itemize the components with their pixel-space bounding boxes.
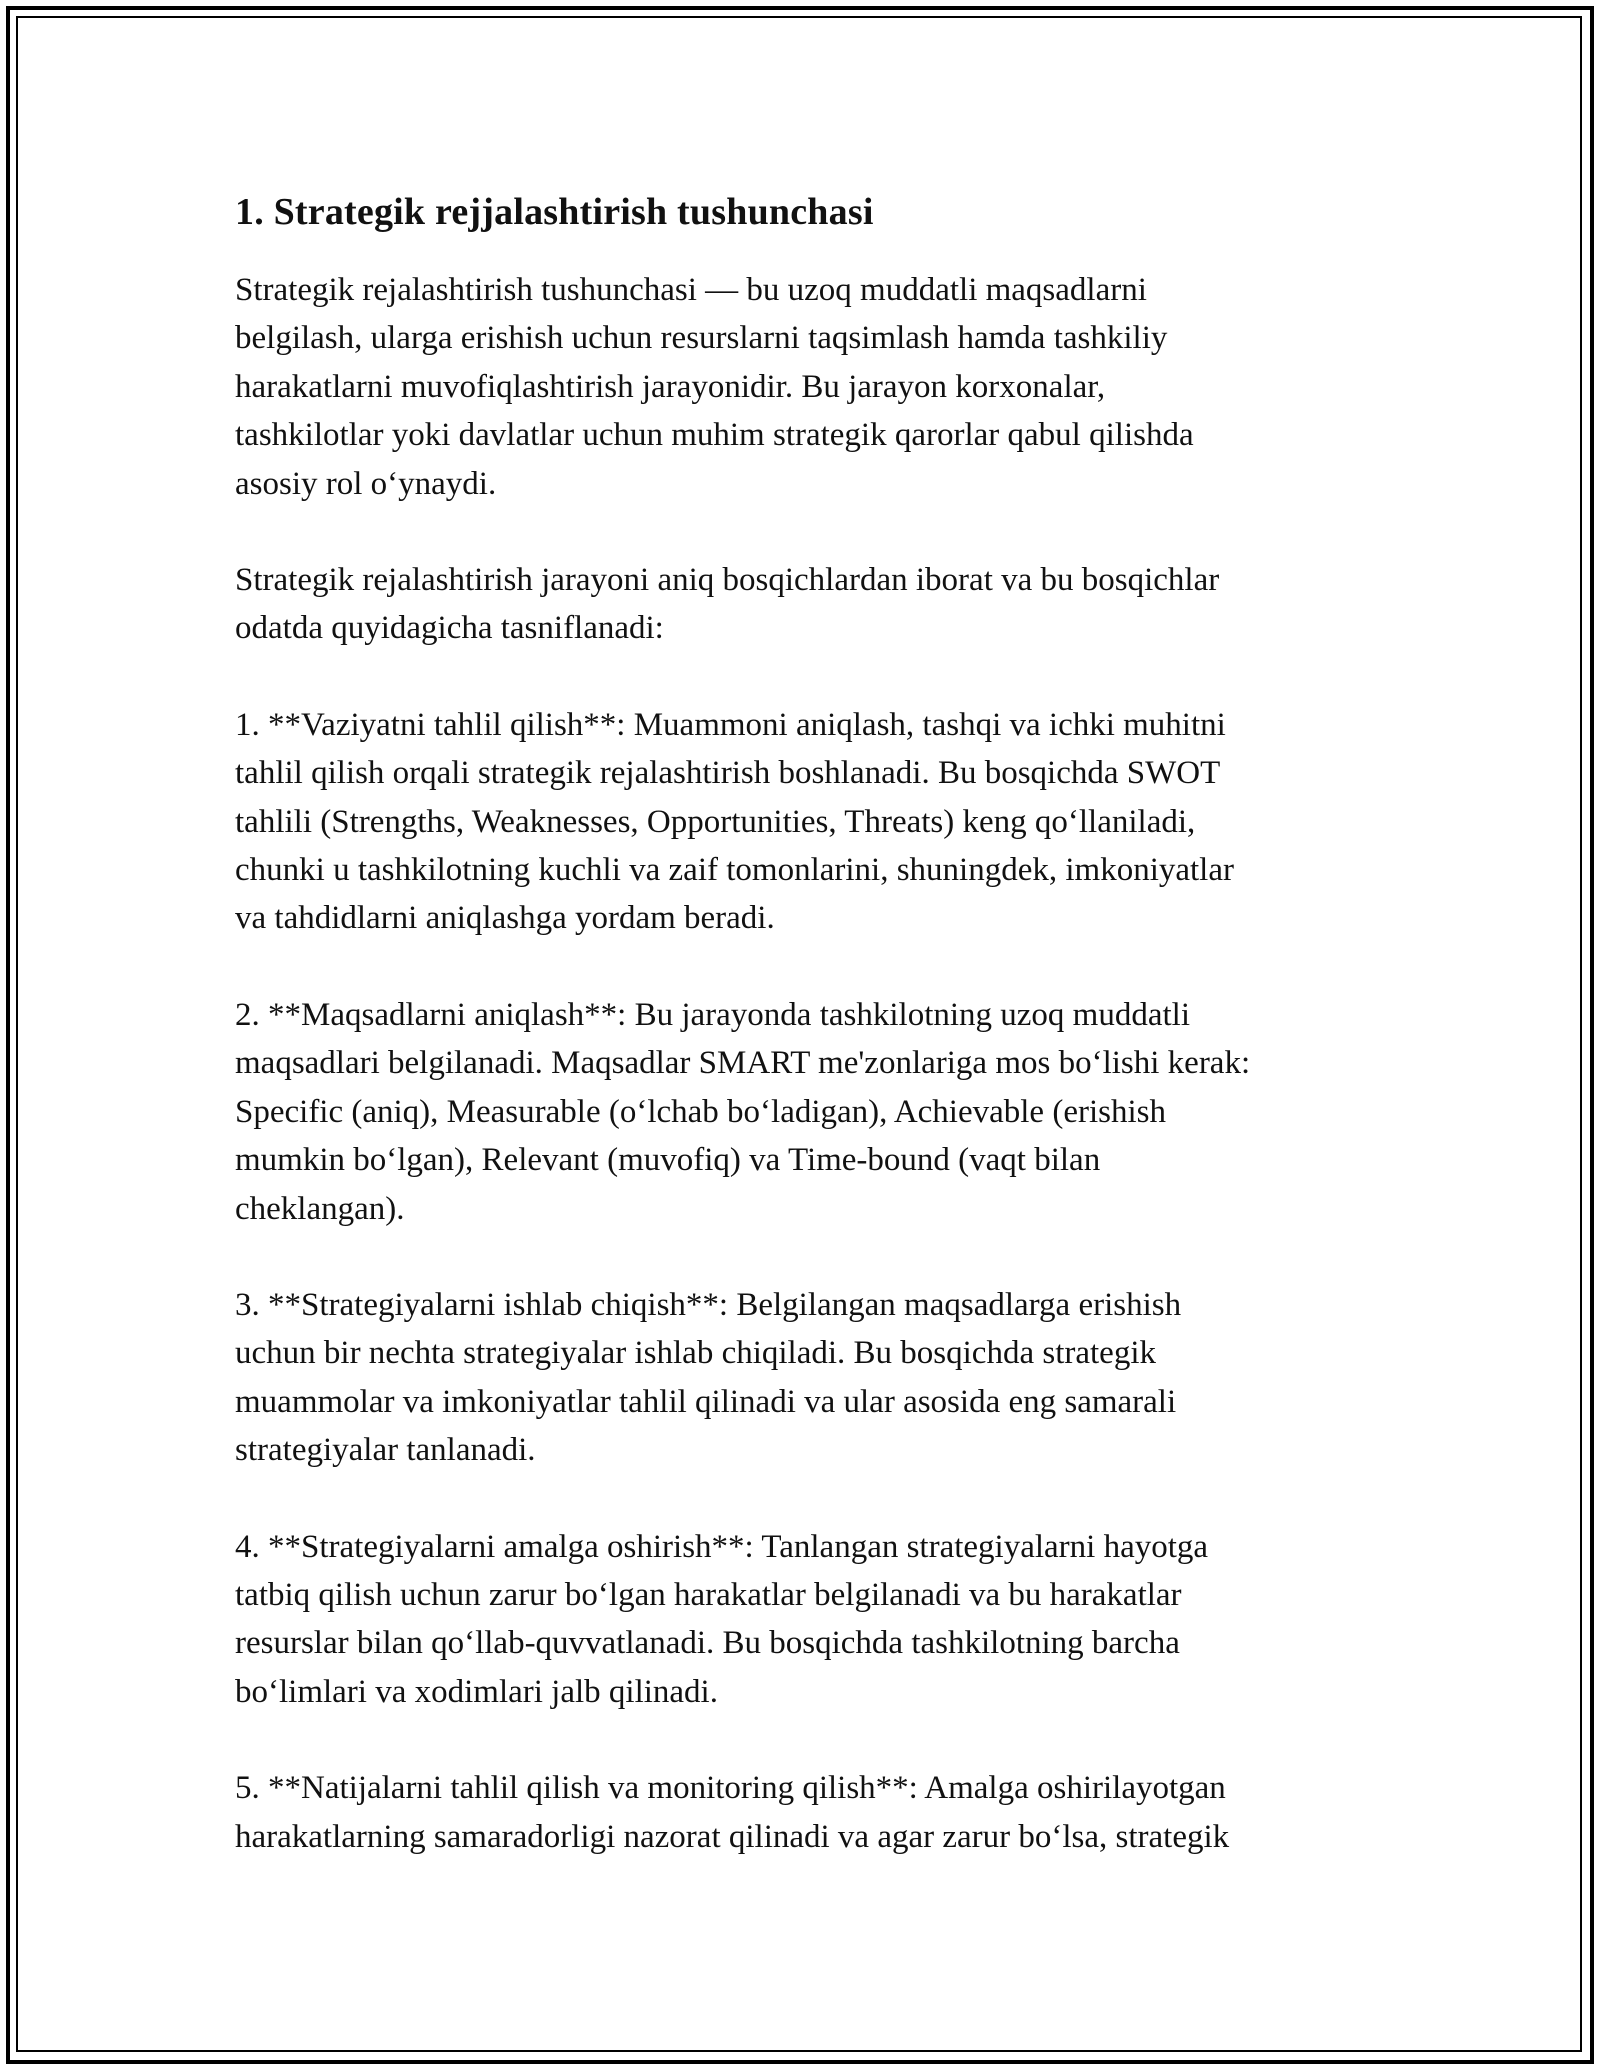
paragraph-line: 4. **Strategiyalarni amalga oshirish**: Tanlangan strategiyalarni hayotga [235, 1528, 1209, 1565]
paragraph-line: tahlili (Strengths, Weaknesses, Opportunities, Threats) keng qo‘llaniladi, [235, 803, 1196, 840]
paragraph-line: resurslar bilan qo‘llab-quvvatlanadi. Bu bosqichda tashkilotning barcha [235, 1625, 1180, 1662]
paragraph-line: cheklangan). [235, 1190, 405, 1227]
paragraph-line: belgilash, ularga erishish uchun resurslarni taqsimlash hamda tashkiliy [235, 320, 1168, 357]
paragraph-stage-1 [235, 701, 1385, 943]
paragraph-line: 3. **Strategiyalarni ishlab chiqish**: Belgilangan maqsadlarga erishish [235, 1286, 1182, 1323]
paragraph-line: harakatlarni muvofiqlashtirish jarayonidir. Bu jarayon korxonalar, [235, 368, 1106, 405]
paragraph-line: 5. **Natijalarni tahlil qilish va monitoring qilish**: Amalga oshirilayotgan [235, 1770, 1226, 1807]
paragraph-line: maqsadlari belgilanadi. Maqsadlar SMART me'zonlariga mos bo‘lishi kerak: [235, 1045, 1251, 1082]
paragraph-line: Specific (aniq), Measurable (o‘lchab bo‘ladigan), Achievable (erishish [235, 1093, 1166, 1130]
paragraph-line: muammolar va imkoniyatlar tahlil qilinadi va ular asosida eng samarali [235, 1383, 1177, 1420]
paragraph-line: harakatlarning samaradorligi nazorat qilinadi va agar zarur bo‘lsa, strategik [235, 1818, 1230, 1855]
paragraph-line: tahlil qilish orqali strategik rejalashtirish boshlanadi. Bu bosqichda SWOT [235, 755, 1221, 792]
paragraph-line: odatda quyidagicha tasniflanadi: [235, 610, 664, 647]
paragraph-stage-4 [235, 1523, 1385, 1717]
paragraph-line: tatbiq qilish uchun zarur bo‘lgan harakatlar belgilanadi va bu harakatlar [235, 1576, 1182, 1613]
paragraph-stage-5 [235, 1764, 1385, 1861]
paragraph-stage-2 [235, 991, 1385, 1233]
paragraph-line: chunki u tashkilotning kuchli va zaif tomonlarini, shuningdek, imkoniyatlar [235, 852, 1234, 889]
paragraph-line: 1. **Vaziyatni tahlil qilish**: Muammoni aniqlash, tashqi va ichki muhitni [235, 706, 1226, 743]
paragraph-line: mumkin bo‘lgan), Relevant (muvofiq) va Time-bound (vaqt bilan [235, 1142, 1101, 1179]
paragraph-line: Strategik rejalashtirish jarayoni aniq bosqichlardan iborat va bu bosqichlar [235, 562, 1220, 599]
paragraph-line: asosiy rol o‘ynaydi. [235, 465, 497, 502]
paragraph-line: va tahdidlarni aniqlashga yordam beradi. [235, 900, 775, 937]
paragraph-line: tashkilotlar yoki davlatlar uchun muhim strategik qarorlar qabul qilishda [235, 417, 1194, 454]
paragraph-line: Strategik rejalashtirish tushunchasi — bu uzoq muddatli maqsadlarni [235, 272, 1147, 308]
paragraph-stages-intro [235, 556, 1385, 653]
paragraph-line: uchun bir nechta strategiyalar ishlab chiqiladi. Bu bosqichda strategik [235, 1335, 1156, 1372]
paragraph-stage-3 [235, 1281, 1385, 1475]
section-title: 1. Strategik rejjalashtirish tushunchasi [235, 191, 874, 233]
paragraph-line: strategiyalar tanlanadi. [235, 1432, 536, 1469]
paragraph-line: 2. **Maqsadlarni aniqlash**: Bu jarayonda tashkilotning uzoq muddatli [235, 996, 1191, 1033]
document-body [235, 186, 1385, 1909]
paragraph-line: bo‘limlari va xodimlari jalb qilinadi. [235, 1673, 718, 1710]
paragraph-definition [235, 266, 1385, 508]
